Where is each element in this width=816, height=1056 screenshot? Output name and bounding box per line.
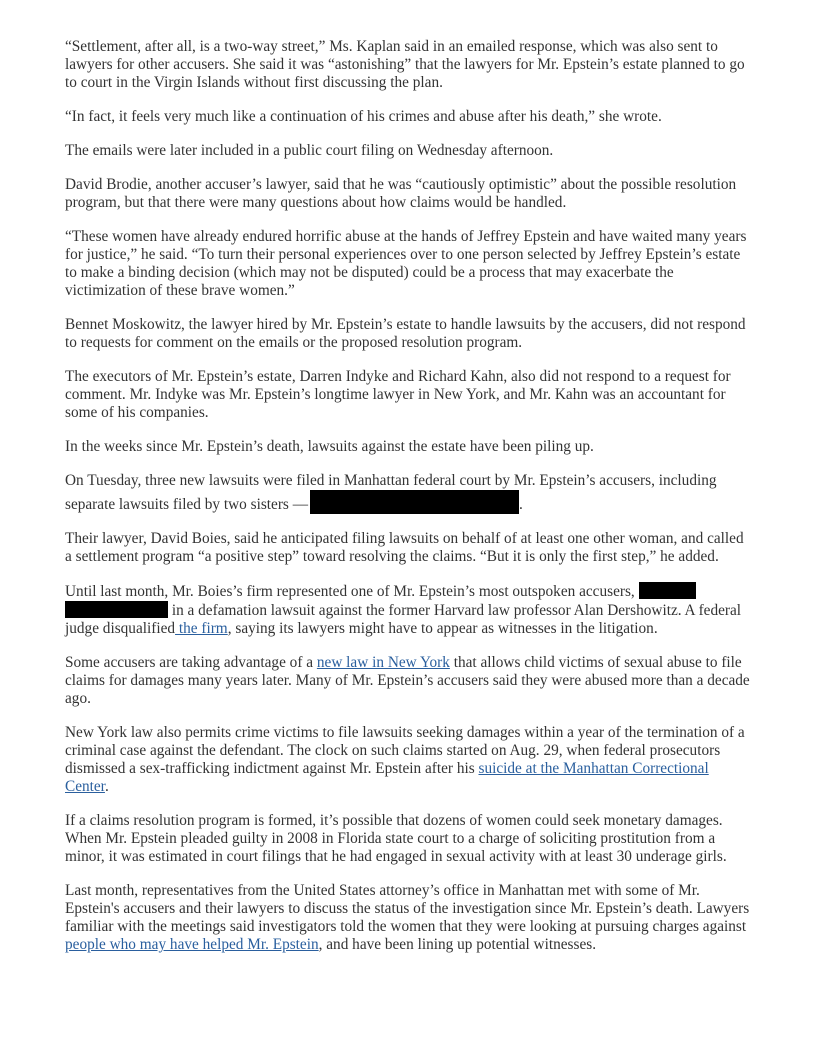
paragraph: Bennet Moskowitz, the lawyer hired by Mr. Epstein’s estate to handle lawsuits by the accusers, did not respond to requests for comment on the emails or the proposed resolution program.: [65, 316, 746, 351]
article-body: [65, 38, 753, 970]
link-people-who-may-have-helped[interactable]: people who may have helped Mr. Epstein: [65, 936, 319, 953]
paragraph: In the weeks since Mr. Epstein’s death, lawsuits against the estate have been piling up.: [65, 438, 594, 455]
paragraph-text: Some accusers are taking advantage of a: [65, 654, 317, 671]
paragraph: The emails were later included in a public court filing on Wednesday afternoon.: [65, 142, 554, 159]
paragraph: [65, 724, 753, 796]
link-suicide-manhattan-correctional-center[interactable]: suicide at the Manhattan Correctional Center: [65, 760, 709, 795]
redaction-box: [310, 490, 519, 514]
paragraph: “In fact, it feels very much like a continuation of his crimes and abuse after his death,” she wrote.: [65, 108, 662, 125]
paragraph: [65, 654, 753, 708]
paragraph-text: that allows child victims of sexual abuse to file claims for damages many years later. Many of Mr. Epstein’s accusers said they were abused more than a decade ago.: [65, 654, 750, 707]
paragraph-text: , saying its lawyers might have to appear as witnesses in the litigation.: [227, 620, 658, 637]
paragraph-text: Last month, representatives from the United States attorney’s office in Manhattan met with some of Mr. Epstein's accusers and their lawyers to discuss the status of the investigation since Mr. Epstein’s death. Lawyers familiar with the meetings said investigators told the women that they were looking at pursuing charges against: [65, 882, 750, 935]
link-new-law-in-new-york[interactable]: new law in New York: [316, 654, 450, 671]
paragraph: “These women have already endured horrific abuse at the hands of Jeffrey Epstein and have waited many years for justice,” he said. “To turn their personal experiences over to one person selected by Jeffrey Epstein’s estate to make a binding decision (which may not be disputed) could be a process that may exacerbate the victimization of these brave women.”: [65, 228, 747, 299]
paragraph: [65, 882, 753, 954]
link-the-firm[interactable]: the firm: [175, 620, 228, 637]
paragraph: [65, 472, 753, 514]
paragraph-text: .: [104, 778, 109, 795]
paragraph-text: Until last month, Mr. Boies’s firm represented one of Mr. Epstein’s most outspoken accusers,: [65, 583, 635, 600]
paragraph: If a claims resolution program is formed, it’s possible that dozens of women could seek monetary damages. When Mr. Epstein pleaded guilty in 2008 in Florida state court to a charge of soliciting prostitution from a minor, it was estimated in court filings that he had engaged in sexual activity with at least 30 underage girls.: [65, 812, 727, 865]
paragraph-text: in a defamation lawsuit against the former Harvard law professor Alan Dershowitz. A federal judge disqualified: [65, 602, 742, 637]
paragraph: The executors of Mr. Epstein’s estate, Darren Indyke and Richard Kahn, also did not respond to a request for comment. Mr. Indyke was Mr. Epstein’s longtime lawyer in New York, and Mr. Kahn was an accountant for some of his companies.: [65, 368, 731, 421]
paragraph-text: .: [519, 496, 523, 513]
redaction-box: [639, 582, 696, 599]
redaction-box: [65, 601, 168, 618]
paragraph-text: On Tuesday, three new lawsuits were filed in Manhattan federal court by Mr. Epstein’s accusers, including separate lawsuits filed by two sisters —: [65, 472, 717, 513]
paragraph: David Brodie, another accuser’s lawyer, said that he was “cautiously optimistic” about the possible resolution program, but that there were many questions about how claims would be handled.: [65, 176, 737, 211]
paragraph-text: , and have been lining up potential witnesses.: [318, 936, 597, 953]
paragraph: [65, 582, 753, 638]
paragraph: Their lawyer, David Boies, said he anticipated filing lawsuits on behalf of at least one other woman, and called a settlement program “a positive step” toward resolving the claims. “But it is only the first step,” he added.: [65, 530, 744, 565]
paragraph-text: New York law also permits crime victims to file lawsuits seeking damages within a year of the termination of a criminal case against the defendant. The clock on such claims started on Aug. 29, when federal prosecutors dismissed a sex-trafficking indictment against Mr. Epstein after his: [65, 724, 745, 777]
paragraph: “Settlement, after all, is a two-way street,” Ms. Kaplan said in an emailed response, which was also sent to lawyers for other accusers. She said it was “astonishing” that the lawyers for Mr. Epstein’s estate planned to go to court in the Virgin Islands without first discussing the plan.: [65, 38, 745, 91]
